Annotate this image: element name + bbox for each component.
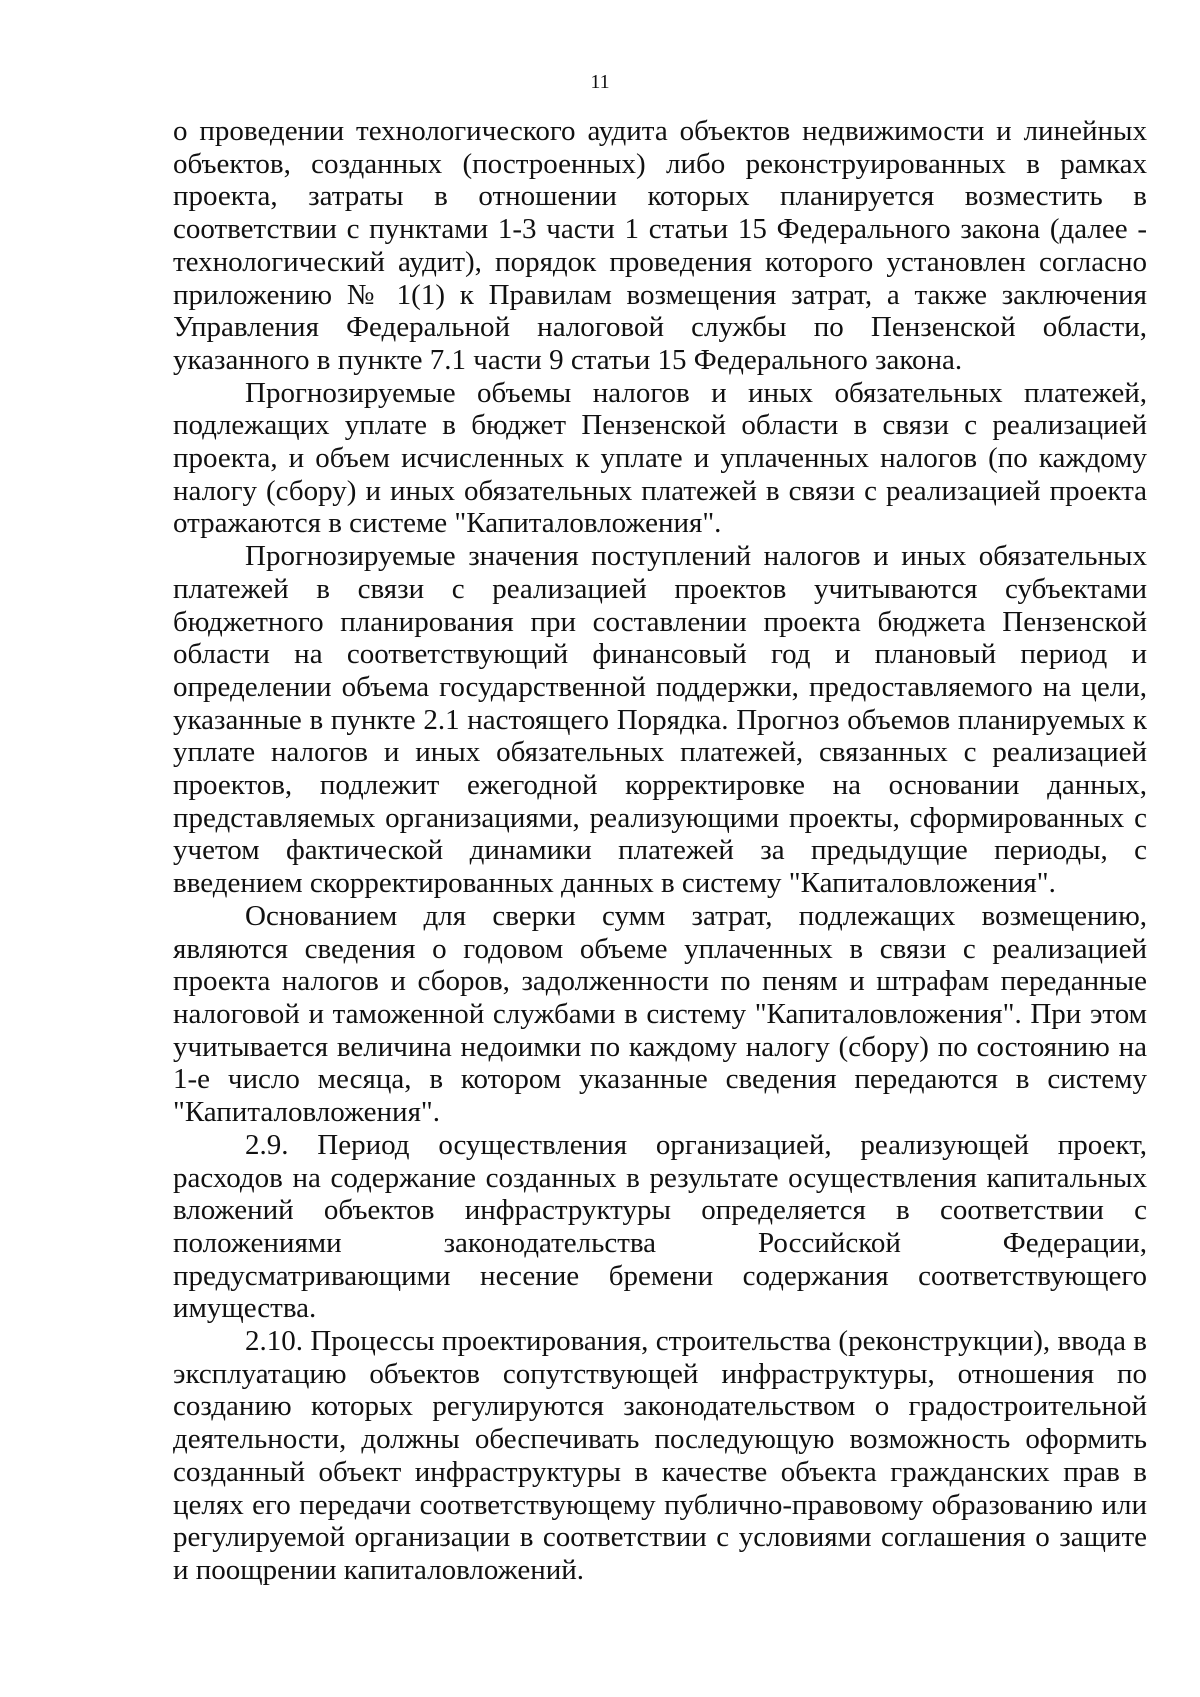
paragraph-continuation: о проведении технологического аудита объектов недвижимости и линейных объектов, созданных (построенных) либо реконструированных в рамках проекта, затраты в отношении которых планируется возместить в соответствии с пунктами 1-3 части 1 статьи 15 Федерального закона (далее - технологический аудит), порядок проведения которого установлен согласно приложению № 1(1) к Правилам возмещения затрат, а также заключения Управления Федеральной налоговой службы по Пензенской области, указанного в пункте 7.1 части 9 статьи 15 Федерального закона.: [173, 115, 1147, 376]
paragraph-tax-forecast: Прогнозируемые объемы налогов и иных обязательных платежей, подлежащих уплате в бюджет Пензенской области в связи с реализацией проекта, и объем исчисленных к уплате и уплаченных налогов (по каждому налогу (сбору) и иных обязательных платежей в связи с реализацией проекта отражаются в системе "Капиталовложения".: [173, 376, 1147, 540]
paragraph-clause-2-9: 2.9. Период осуществления организацией, реализующей проект, расходов на содержание созданных в результате осуществления капитальных вложений объектов инфраструктуры определяется в соответствии с положениями законодательства Российской Федерации, предусматривающими несение бремени содержания соответствующего имущества.: [173, 1128, 1147, 1325]
paragraph-cost-reconciliation: Основанием для сверки сумм затрат, подлежащих возмещению, являются сведения о годовом объеме уплаченных в связи с реализацией проекта налогов и сборов, задолженности по пеням и штрафам переданные налоговой и таможенной службами в систему "Капиталовложения". При этом учитывается величина недоимки по каждому налогу (сбору) по состоянию на 1-е число месяца, в котором указанные сведения передаются в систему "Капиталовложения".: [173, 899, 1147, 1129]
document-body: [173, 115, 1147, 1587]
page-number: 11: [590, 71, 610, 93]
paragraph-clause-2-10: 2.10. Процессы проектирования, строительства (реконструкции), ввода в эксплуатацию объектов сопутствующей инфраструктуры, отношения по созданию которых регулируются законодательством о градостроительной деятельности, должны обеспечивать последующую возможность оформить созданный объект инфраструктуры в качестве объекта гражданских прав в целях его передачи соответствующему публично-правовому образованию или регулируемой организации в соответствии с условиями соглашения о защите и поощрении капиталовложений.: [173, 1325, 1147, 1586]
paragraph-budget-planning: Прогнозируемые значения поступлений налогов и иных обязательных платежей в связи с реализацией проектов учитываются субъектами бюджетного планирования при составлении проекта бюджета Пензенской области на соответствующий финансовый год и плановый период и определении объема государственной поддержки, предоставляемого на цели, указанные в пункте 2.1 настоящего Порядка. Прогноз объемов планируемых к уплате налогов и иных обязательных платежей, связанных с реализацией проектов, подлежит ежегодной корректировке на основании данных, представляемых организациями, реализующими проекты, сформированных с учетом фактической динамики платежей за предыдущие периоды, с введением скорректированных данных в систему "Капиталовложения".: [173, 540, 1147, 900]
